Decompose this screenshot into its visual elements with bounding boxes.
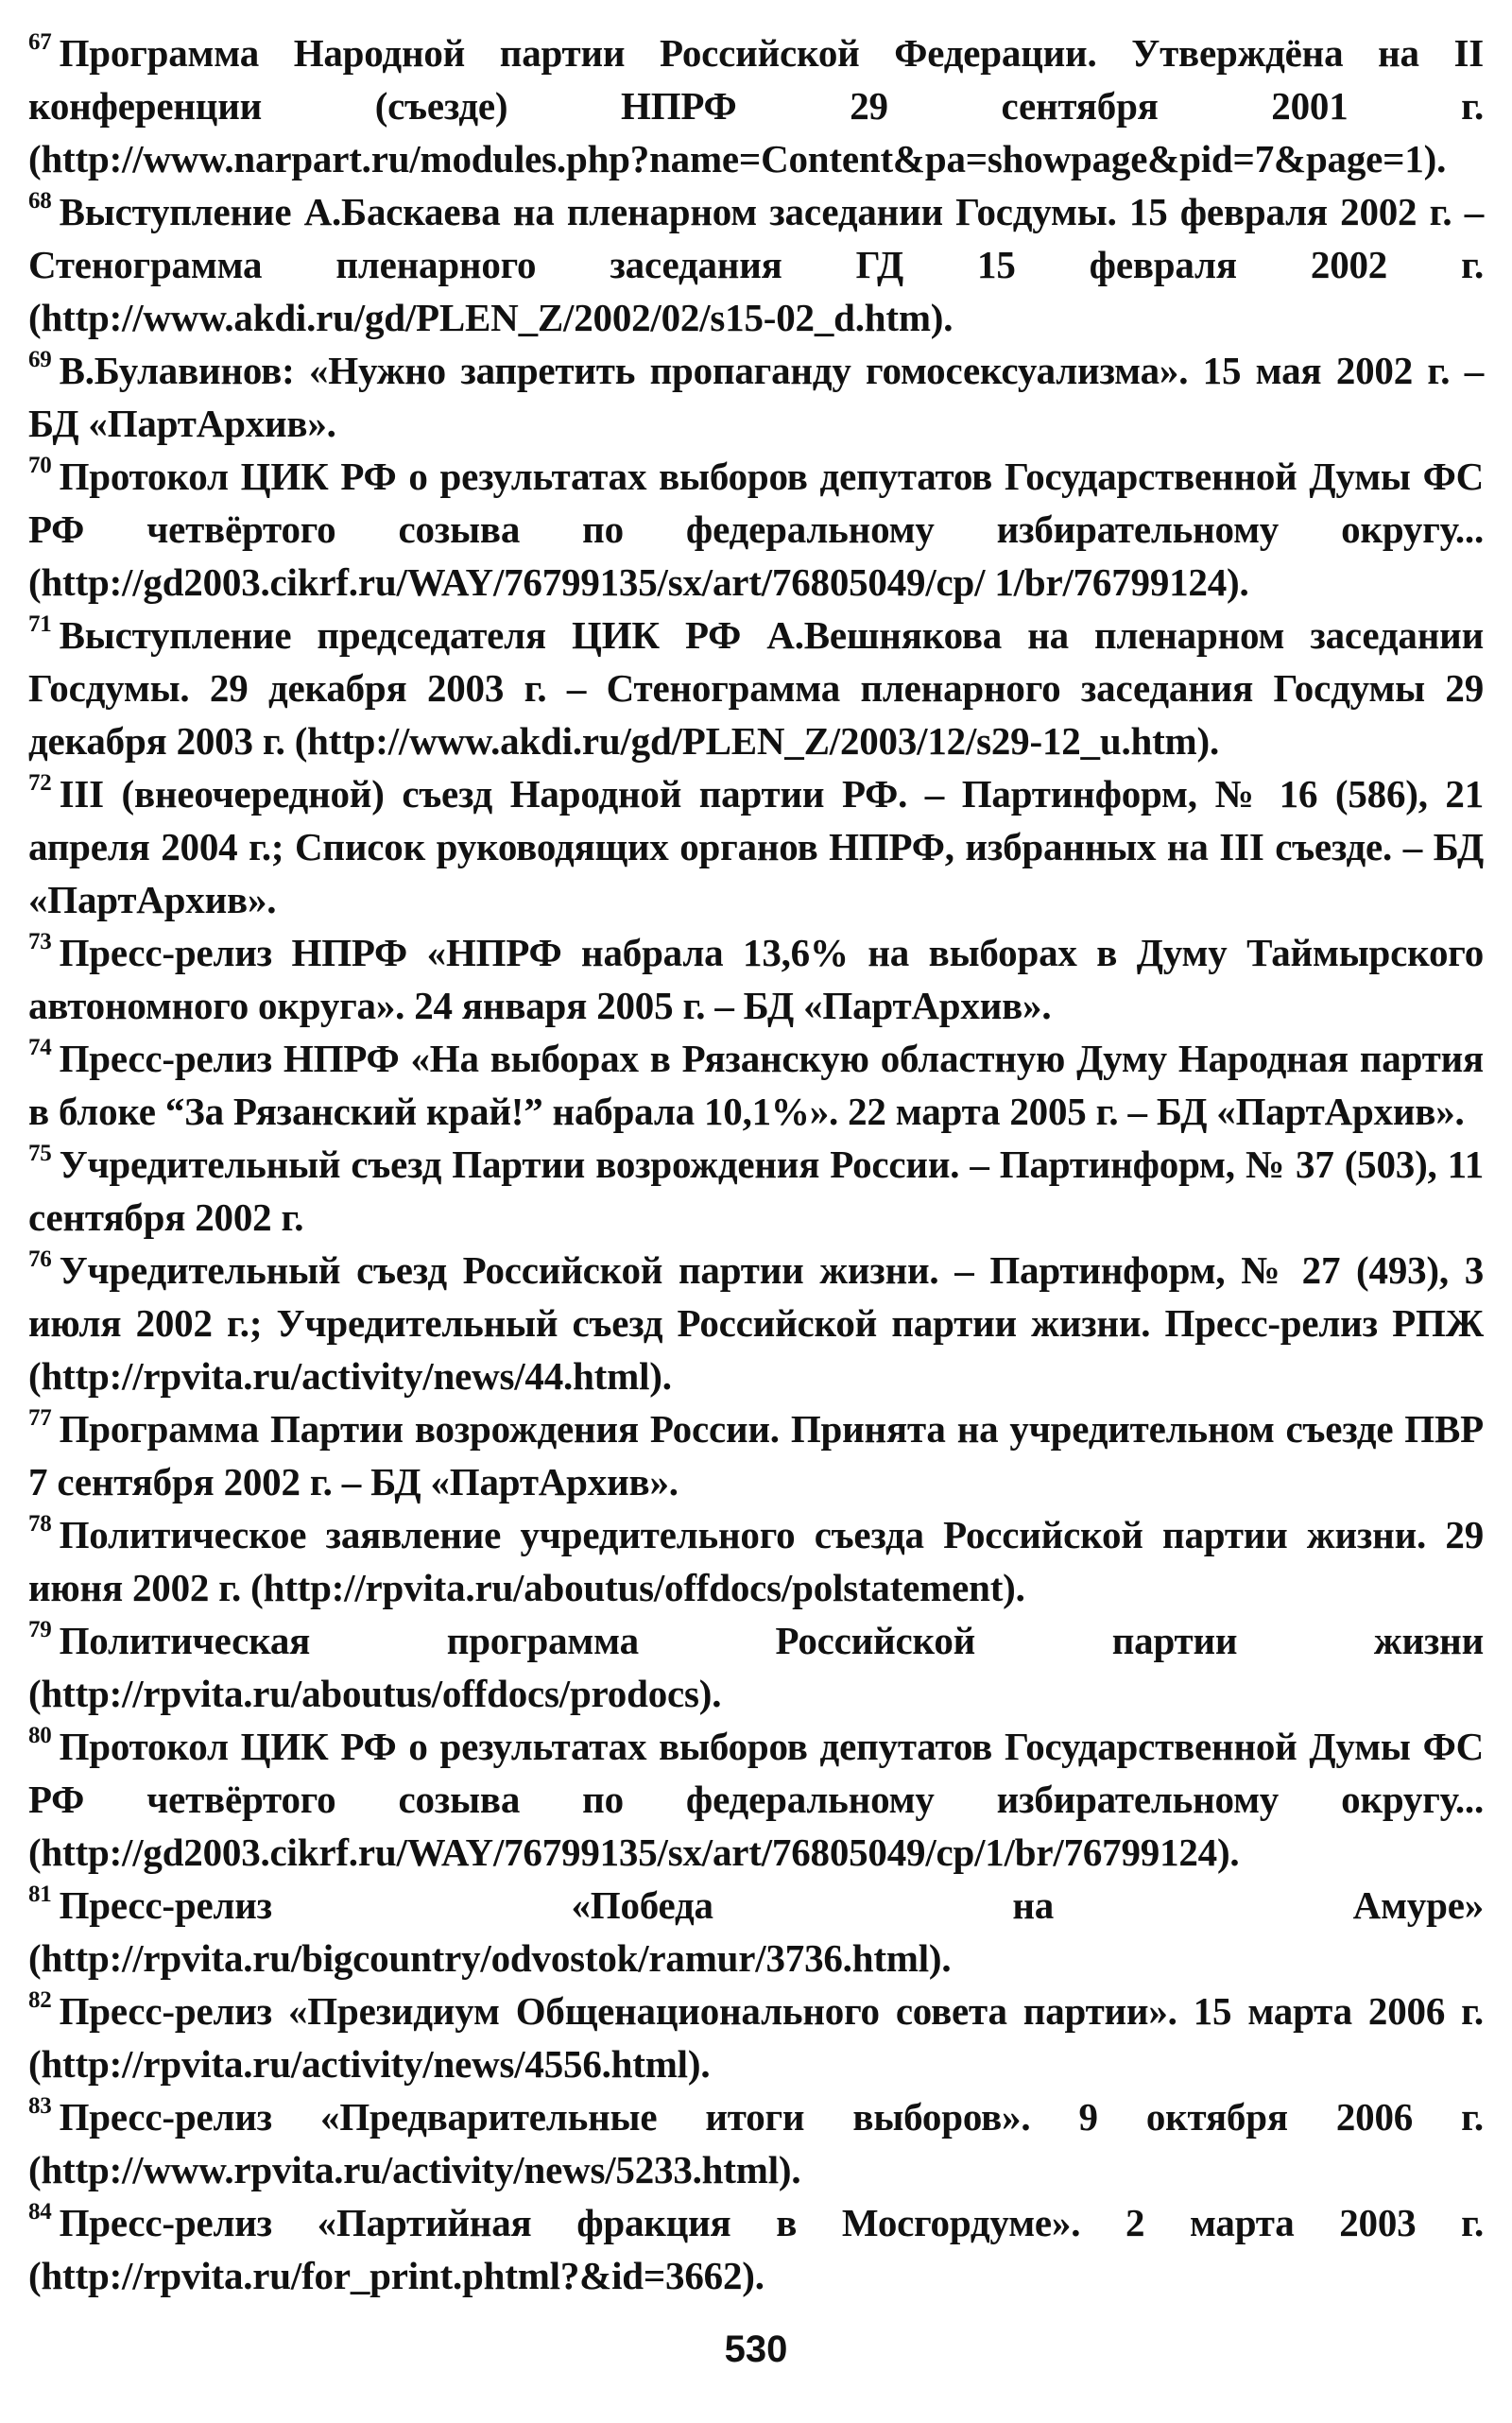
footnote-number: 77: [28, 1405, 52, 1431]
footnote-text: Политическое заявление учредительного съезда Российской партии жизни. 29 июня 2002 г. (http://rpvita.ru/aboutus/offdocs/polstatement).: [28, 1513, 1484, 1609]
footnote-number: 82: [28, 1987, 52, 2013]
footnote-number: 67: [28, 29, 52, 55]
footnote-77: [28, 1402, 1484, 1508]
footnote-number: 83: [28, 2093, 52, 2119]
footnote-79: [28, 1614, 1484, 1720]
footnote-number: 76: [28, 1246, 52, 1272]
footnote-text: Пресс-релиз НПРФ «НПРФ набрала 13,6% на выборах в Думу Таймырского автономного округа». 24 января 2005 г. – БД «ПартАрхив».: [28, 931, 1484, 1027]
footnote-text: III (внеочередной) съезд Народной партии РФ. – Партинформ, № 16 (586), 21 апреля 2004 г.; Список руководящих органов НПРФ, избранных на III съезде. – БД «ПартАрхив».: [28, 772, 1484, 921]
footnote-number: 71: [28, 611, 52, 637]
footnote-number: 80: [28, 1723, 52, 1748]
footnote-text: Выступление председателя ЦИК РФ А.Вешнякова на пленарном заседании Госдумы. 29 декабря 2003 г. – Стенограмма пленарного заседания Госдумы 29 декабря 2003 г. (http://www.akdi.ru/gd/PLEN_Z/2003/12/s29-12_u.htm).: [28, 613, 1484, 763]
footnote-number: 69: [28, 347, 52, 372]
footnote-76: [28, 1244, 1484, 1402]
footnote-68: [28, 185, 1484, 344]
footnote-text: Политическая программа Российской партии жизни (http://rpvita.ru/aboutus/offdocs/prodocs).: [28, 1619, 1484, 1715]
footnote-number: 84: [28, 2199, 52, 2225]
footnote-text: Протокол ЦИК РФ о результатах выборов депутатов Государственной Думы ФС РФ четвёртого созыва по федеральному избирательному округу... (http://gd2003.cikrf.ru/WAY/76799135/sx/art/76805049/cp/1/br/76799124).: [28, 1725, 1484, 1874]
footnote-78: [28, 1508, 1484, 1614]
footnote-number: 74: [28, 1035, 52, 1060]
footnote-75: [28, 1138, 1484, 1244]
footnote-84: [28, 2196, 1484, 2302]
footnote-72: [28, 767, 1484, 926]
footnote-text: Учредительный съезд Партии возрождения России. – Партинформ, № 37 (503), 11 сентября 2002 г.: [28, 1143, 1484, 1239]
footnote-text: Программа Партии возрождения России. Принята на учредительном съезде ПВР 7 сентября 2002 г. – БД «ПартАрхив».: [28, 1407, 1484, 1504]
footnote-69: [28, 344, 1484, 450]
footnote-74: [28, 1032, 1484, 1138]
footnote-text: Пресс-релиз НПРФ «На выборах в Рязанскую областную Думу Народная партия в блоке “За Рязанский край!” набрала 10,1%». 22 марта 2005 г. – БД «ПартАрхив».: [28, 1037, 1484, 1133]
footnote-83: [28, 2090, 1484, 2196]
footnote-text: Пресс-релиз «Президиум Общенационального совета партии». 15 марта 2006 г. (http://rpvita.ru/activity/news/4556.html).: [28, 1989, 1484, 2086]
footnote-number: 72: [28, 770, 52, 796]
footnote-number: 81: [28, 1882, 52, 1907]
footnote-text: Пресс-релиз «Предварительные итоги выборов». 9 октября 2006 г. (http://www.rpvita.ru/activity/news/5233.html).: [28, 2095, 1484, 2191]
footnote-number: 70: [28, 453, 52, 478]
footnote-text: Учредительный съезд Российской партии жизни. – Партинформ, № 27 (493), 3 июля 2002 г.; Учредительный съезд Российской партии жизни. Пресс-релиз РПЖ (http://rpvita.ru/activity/news/44.html).: [28, 1248, 1484, 1398]
footnote-73: [28, 926, 1484, 1032]
footnote-71: [28, 609, 1484, 767]
footnote-67: [28, 26, 1484, 185]
footnote-text: В.Булавинов: «Нужно запретить пропаганду гомосексуализма». 15 мая 2002 г. – БД «ПартАрхив».: [28, 349, 1484, 445]
footnote-number: 75: [28, 1141, 52, 1166]
footnote-text: Пресс-релиз «Партийная фракция в Мосгордуме». 2 марта 2003 г. (http://rpvita.ru/for_print.phtml?&id=3662).: [28, 2201, 1484, 2297]
footnote-number: 73: [28, 929, 52, 954]
footnote-number: 78: [28, 1511, 52, 1537]
footnote-text: Выступление А.Баскаева на пленарном заседании Госдумы. 15 февраля 2002 г. – Стенограмма пленарного заседания ГД 15 февраля 2002 г. (http://www.akdi.ru/gd/PLEN_Z/2002/02/s15-02_d.htm).: [28, 190, 1484, 339]
footnote-text: Протокол ЦИК РФ о результатах выборов депутатов Государственной Думы ФС РФ четвёртого созыва по федеральному избирательному округу... (http://gd2003.cikrf.ru/WAY/76799135/sx/art/76805049/cp/ 1/br/76799124).: [28, 455, 1484, 604]
footnote-text: Программа Народной партии Российской Федерации. Утверждёна на II конференции (съезде) НПРФ 29 сентября 2001 г. (http://www.narpart.ru/modules.php?name=Content&pa=showpage&pid=7&page=1).: [28, 31, 1484, 180]
footnote-text: Пресс-релиз «Победа на Амуре» (http://rpvita.ru/bigcountry/odvostok/ramur/3736.html).: [28, 1883, 1484, 1980]
footnote-number: 68: [28, 188, 52, 214]
page-number: 530: [724, 2328, 788, 2370]
footnotes-list: [28, 26, 1484, 2302]
footnote-80: [28, 1720, 1484, 1879]
footnote-number: 79: [28, 1617, 52, 1642]
footnote-70: [28, 450, 1484, 609]
footnote-81: [28, 1879, 1484, 1985]
footnote-82: [28, 1985, 1484, 2090]
